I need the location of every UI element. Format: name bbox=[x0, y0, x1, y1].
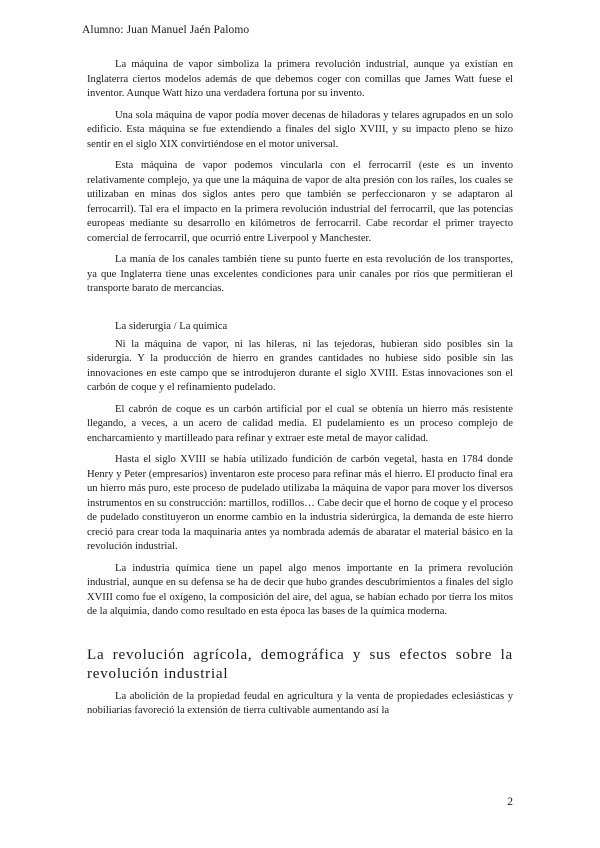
paragraph: La abolición de la propiedad feudal en agricultura y la venta de propiedades eclesiásticas y nobiliarias favoreció la extensión de tierra cultivable aumentando así la bbox=[87, 690, 513, 716]
section-agricola bbox=[87, 690, 513, 719]
paragraph: El cabrón de coque es un carbón artificial por el cual se obtenía un hierro más resistente llegando, a veces, a un acero de calidad media. El pudelamiento es un proceso complejo de encharcamiento y martilleado para refinar y extraer este metal de mayor calidad. bbox=[87, 403, 513, 444]
paragraph: Ni la máquina de vapor, ni las hileras, ni las tejedoras, hubieran sido posibles sin la siderurgia. Y la producción de hierro en grandes cantidades no hubiese sido posible sin las innovaciones en este campo que se introdujeron durante el siglo XVIII. Estas innovaciones son el carbón de coque y el refinamiento pudelado. bbox=[87, 338, 513, 393]
paragraph: Hasta el siglo XVIII se había utilizado fundición de carbón vegetal, hasta en 1784 donde Henry y Peter (empresarios) inventaron este proceso para refinar más el hierro. El producto final era un hierro más puro, este proceso de pudelado utilizaba la máquina de vapor para mover los diversos instrumentos en su construcción: martillos, rodillos… Cabe decir que el horno de coque y el proceso de pudelado constituyeron un enorme cambio en la industria siderúrgica, la demanda de este hierro creció para crear toda la maquinaria antes ya nombrada además de abaratar el material básico en la revolución industrial. bbox=[87, 454, 514, 552]
section-siderurgia bbox=[87, 338, 513, 620]
section-heading: La revolución agrícola, demográfica y sus efectos sobre la revolución industrial bbox=[87, 646, 513, 682]
paragraph: La manía de los canales también tiene su punto fuerte en esta revolución de los transportes, ya que Inglaterra tiene unas excelentes condiciones para unir canales por ríos que permitieran el transporte barato de mercancías. bbox=[87, 254, 513, 294]
paragraph: Una sola máquina de vapor podía mover decenas de hiladoras y telares agrupados en un solo edificio. Esta máquina se fue extendiendo a finales del siglo XVIII, y su impacto pleno se hizo sentir en el siglo XIX convirtiéndose en el motor universal. bbox=[87, 109, 513, 150]
page-number: 2 bbox=[507, 796, 513, 808]
paragraph: Esta máquina de vapor podemos vincularla con el ferrocarril (este es un invento relativamente complejo, ya que une la máquina de vapor de alta presión con los raíles, los cuales se utilizaban en minas dos siglos antes pero que también se perfeccionaron y se adaptaron al ferrocarril). Tal era el impacto en la primera revolución industrial del ferrocarril, que las potencias europeas mediante su desarrollo en kilómetros de ferrocarril. Cabe recordar el primer trayecto comercial de ferrocarril, que ocurrió entre Liverpool y Manchester. bbox=[87, 160, 513, 244]
paragraph: La industria química tiene un papel algo menos importante en la primera revolución industrial, aunque en su defensa se ha de decir que hubo grandes descubrimientos a finales del siglo XVIII como fue el oxígeno, la composición del aire, del agua, se habían echado por tierra los mitos de la alquimia, dando como resultado en esta época las bases de la química moderna. bbox=[87, 562, 513, 617]
subheading-siderurgia: La siderurgia / La química bbox=[115, 320, 228, 332]
header-author: Alumno: Juan Manuel Jaén Palomo bbox=[82, 24, 250, 36]
paragraph: La máquina de vapor simboliza la primera revolución industrial, aunque ya existían en Inglaterra ciertos modelos además de que debemos coger con comillas que James Watt fuese el inventor. Aunque Watt hizo una verdadera fortuna por su invento. bbox=[87, 59, 513, 99]
section-steam bbox=[87, 58, 513, 297]
